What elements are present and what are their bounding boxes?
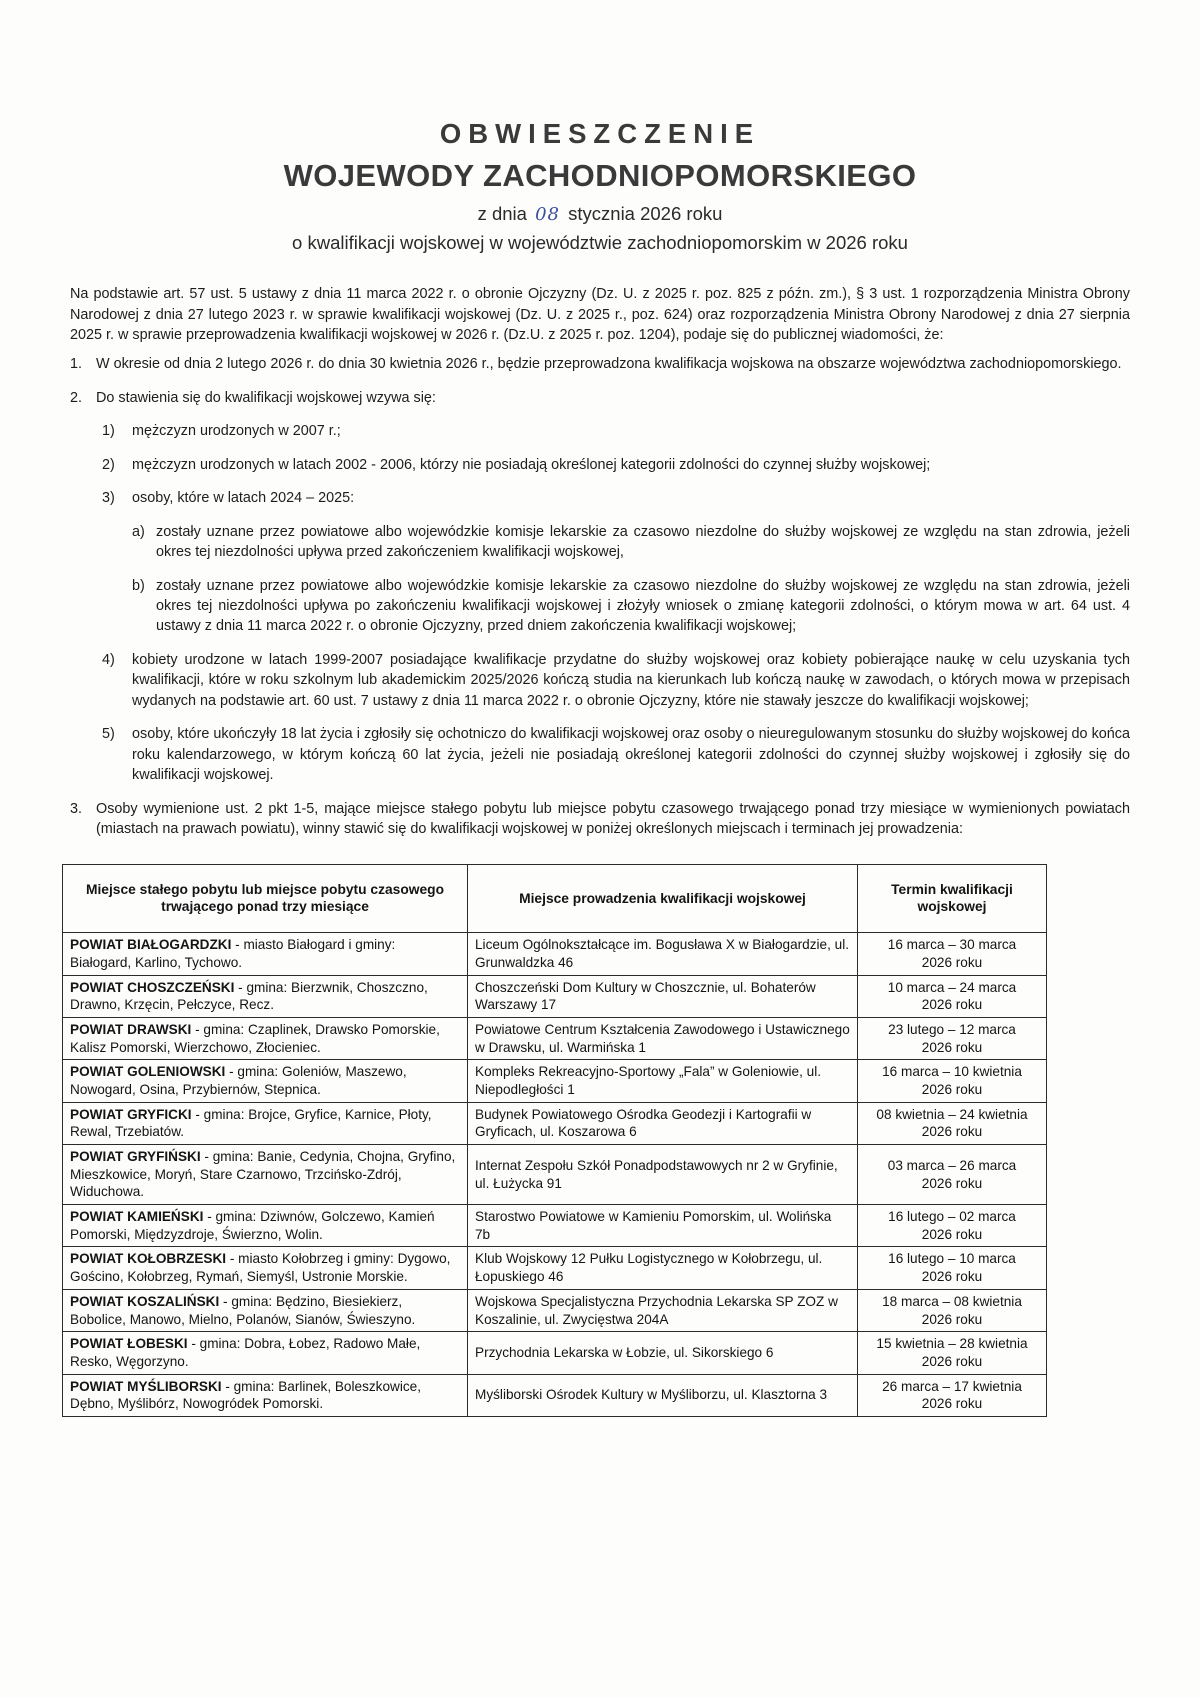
table-header (63, 864, 1047, 933)
term-range: 16 marca – 30 marca (887, 937, 1017, 953)
list-item (102, 488, 1130, 508)
list-marker: 1. (70, 356, 83, 373)
term-range: 03 marca – 26 marca (887, 1157, 1017, 1173)
term-year: 2026 roku (921, 1039, 983, 1055)
term-year: 2026 roku (921, 1396, 983, 1412)
term-year: 2026 roku (921, 955, 983, 971)
table-row (63, 1018, 1047, 1060)
list-item (102, 650, 1130, 711)
cell-term (858, 1289, 1047, 1331)
cell-residence (63, 1145, 468, 1205)
page-title: OBWIESZCZENIE (439, 118, 761, 149)
document-date-line (70, 203, 1130, 226)
column-header-term: Termin kwalifikacji wojskowej (858, 864, 1047, 933)
list-marker: a) (132, 523, 145, 540)
powiat-gminy: - gmina: Bierzwnik, Choszczno, Drawno, Krzęcin, Pełczyce, Recz. (70, 979, 428, 1013)
term-range: 16 lutego – 02 marca (888, 1209, 1016, 1225)
date-prefix: z dnia (477, 203, 527, 225)
list-item-text: Osoby wymienione ust. 2 pkt 1-5, mające miejsce stałego pobytu lub miejsce pobytu czasowego trwającego ponad trzy miesiące w wymienionych powiatach (miastach na prawach powiatu), winny stawić się do kwalifikacji wojskowej w poniżej określonych miejscach i terminach jej prowadzenia: (96, 800, 1130, 838)
cell-term (858, 1060, 1047, 1102)
list-item (102, 724, 1130, 785)
powiat-gminy: - gmina: Barlinek, Boleszkowice, Dębno, Myślibórz, Nowogródek Pomorski. (70, 1378, 421, 1412)
cell-residence (63, 1289, 468, 1331)
kwalifikacja-table (62, 864, 1047, 1417)
cell-term (858, 1332, 1047, 1374)
term-range: 16 marca – 10 kwietnia (882, 1064, 1022, 1080)
list-marker: 1) (102, 423, 115, 440)
term-range: 10 marca – 24 marca (887, 979, 1017, 995)
cell-residence (63, 1060, 468, 1102)
powiat-name: POWIAT BIAŁOGARDZKI (70, 937, 232, 953)
cell-term (858, 975, 1047, 1017)
list-marker: b) (132, 577, 145, 594)
cell-location: Budynek Powiatowego Ośrodka Geodezji i Kartografii w Gryficach, ul. Koszarowa 6 (468, 1102, 858, 1144)
table-body (63, 933, 1047, 1416)
term-year: 2026 roku (921, 1175, 983, 1191)
powiat-name: POWIAT DRAWSKI (70, 1022, 192, 1038)
term-year: 2026 roku (921, 1082, 983, 1098)
page-subtitle-authority: WOJEWODY ZACHODNIOPOMORSKIEGO (283, 157, 917, 193)
cell-location: Myśliborski Ośrodek Kultury w Myśliborzu, ul. Klasztorna 3 (468, 1374, 858, 1416)
table-row (63, 975, 1047, 1017)
list-item-text: zostały uznane przez powiatowe albo wojewódzkie komisje lekarskie za czasowo niezdolne do służby wojskowej ze względu na stan zdrowia, jeżeli okres tej niezdolności upływa po zakończeniu kwalifikacji wojskowej i złożyły wniosek o zmianę kategorii zdolności, o którym mowa w art. 64 ust. 4 ustawy z dnia 11 marca 2022 r. o obronie Ojczyzny, przed dniem zakończenia kwalifikacji wojskowej; (156, 577, 1130, 635)
list-item (102, 421, 1130, 441)
cell-residence (63, 1102, 468, 1144)
cell-term (858, 933, 1047, 975)
cell-term (858, 1374, 1047, 1416)
powiat-gminy: - gmina: Czaplinek, Drawsko Pomorskie, Kalisz Pomorski, Wierzchowo, Złocieniec. (70, 1022, 440, 1055)
term-range: 15 kwietnia – 28 kwietnia (876, 1336, 1028, 1352)
table-row (63, 1374, 1047, 1416)
date-suffix: stycznia 2026 roku (568, 203, 723, 225)
list-item-text: mężczyzn urodzonych w 2007 r.; (132, 423, 341, 440)
list-marker: 5) (102, 726, 115, 743)
cell-term (858, 1102, 1047, 1144)
powiat-name: POWIAT CHOSZCZEŃSKI (70, 979, 235, 995)
powiat-gminy: - gmina: Dobra, Łobez, Radowo Małe, Resko, Węgorzyno. (70, 1336, 421, 1369)
handwritten-day-value: 08 (535, 204, 560, 226)
list-item (70, 388, 1130, 408)
powiat-name: POWIAT MYŚLIBORSKI (70, 1378, 222, 1394)
list-item-text: mężczyzn urodzonych w latach 2002 - 2006, którzy nie posiadają określonej kategorii zdolności do czynnej służby wojskowej; (132, 456, 931, 473)
cell-residence (63, 1018, 468, 1060)
column-header-location: Miejsce prowadzenia kwalifikacji wojskowej (468, 864, 858, 933)
list-item (102, 455, 1130, 475)
table-row (63, 1145, 1047, 1205)
powiat-gminy: - gmina: Dziwnów, Golczewo, Kamień Pomorski, Międzyzdroje, Świerzno, Wolin. (70, 1209, 435, 1242)
powiat-gminy: - gmina: Banie, Cedynia, Chojna, Gryfino, Mieszkowice, Moryń, Stare Czarnowo, Trzcińsko-Zdrój, Widuchowa. (70, 1149, 456, 1200)
table-row (63, 1247, 1047, 1289)
term-range: 23 lutego – 12 marca (888, 1022, 1016, 1038)
cell-residence (63, 933, 468, 975)
cell-term (858, 1145, 1047, 1205)
list-item-text: Do stawienia się do kwalifikacji wojskowej wzywa się: (96, 389, 436, 406)
legal-basis-paragraph: Na podstawie art. 57 ust. 5 ustawy z dnia 11 marca 2022 r. o obronie Ojczyzny (Dz. U. z 2025 r. poz. 825 z późn. zm.), § 3 ust. 1 rozporządzenia Ministra Obrony Narodowej z dnia 27 lutego 2023 r. w sprawie kwalifikacji wojskowej (Dz. U. z 2025 r., poz. 624) oraz rozporządzenia Ministra Obrony Narodowej z dnia 27 sierpnia 2025 r. w sprawie przeprowadzenia kwalifikacji wojskowej w 2026 r. (Dz.U. z 2025 r. poz. 1204), podaje się do publicznej wiadomości, że: (70, 286, 1130, 343)
cell-location: Wojskowa Specjalistyczna Przychodnia Lekarska SP ZOZ w Koszalinie, ul. Zwycięstwa 204A (468, 1289, 858, 1331)
list-marker: 3) (102, 490, 115, 507)
cell-term (858, 1205, 1047, 1247)
term-year: 2026 roku (921, 1311, 983, 1327)
powiat-name: POWIAT ŁOBESKI (70, 1336, 188, 1352)
cell-location: Kompleks Rekreacyjno-Sportowy „Fala” w Goleniowie, ul. Niepodległości 1 (468, 1060, 858, 1102)
cell-residence (63, 975, 468, 1017)
cell-term (858, 1247, 1047, 1289)
list-marker: 3. (70, 800, 83, 817)
list-item (70, 799, 1130, 840)
column-header-residence: Miejsce stałego pobytu lub miejsce pobytu czasowego trwającego ponad trzy miesiące (63, 864, 468, 933)
term-year: 2026 roku (921, 997, 983, 1013)
powiat-gminy: - miasto Białogard i gminy: Białogard, Karlino, Tychowo. (70, 937, 396, 971)
table-header-row (63, 864, 1047, 933)
powiat-gminy: - miasto Kołobrzeg i gminy: Dygowo, Gościno, Kołobrzeg, Rymań, Siemyśl, Ustronie Morskie. (70, 1251, 451, 1285)
list-item (132, 576, 1130, 637)
table-row (63, 1060, 1047, 1102)
term-range: 08 kwietnia – 24 kwietnia (876, 1106, 1028, 1122)
table-row (63, 1205, 1047, 1247)
list-marker: 2. (70, 389, 83, 406)
cell-location: Klub Wojskowy 12 Pułku Logistycznego w Kołobrzegu, ul. Łopuskiego 46 (468, 1247, 858, 1289)
powiat-gminy: - gmina: Brojce, Gryfice, Karnice, Płoty, Rewal, Trzebiatów. (70, 1106, 432, 1140)
powiat-name: POWIAT GRYFIŃSKI (70, 1149, 201, 1165)
cell-location: Liceum Ogólnokształcące im. Bogusława X w Białogardzie, ul. Grunwaldzka 46 (468, 933, 858, 975)
cell-residence (63, 1374, 468, 1416)
table-row (63, 1102, 1047, 1144)
cell-residence (63, 1205, 468, 1247)
term-year: 2026 roku (921, 1353, 983, 1369)
powiat-name: POWIAT KOŁOBRZESKI (70, 1251, 227, 1267)
document-body (70, 284, 1130, 840)
list-item-text: W okresie od dnia 2 lutego 2026 r. do dnia 30 kwietnia 2026 r., będzie przeprowadzona kwalifikacja wojskowa na obszarze województwa zachodniopomorskiego. (96, 356, 1122, 373)
document-subject: o kwalifikacji wojskowej w województwie zachodniopomorskim w 2026 roku (292, 231, 908, 253)
list-item-text: osoby, które ukończyły 18 lat życia i zgłosiły się ochotniczo do kwalifikacji wojskowej oraz osoby o nieuregulowanym stosunku do służby wojskowej do końca roku kalendarzowego, w którym kończą 60 lat życia, jeżeli nie posiadają określonej kategorii zdolności do czynnej służby wojskowej i zgłosiły się do kwalifikacji wojskowej. (132, 726, 1130, 784)
cell-term (858, 1018, 1047, 1060)
table-row (63, 933, 1047, 975)
powiat-name: POWIAT GOLENIOWSKI (70, 1064, 226, 1080)
table-row (63, 1289, 1047, 1331)
cell-residence (63, 1332, 468, 1374)
cell-location: Przychodnia Lekarska w Łobzie, ul. Sikorskiego 6 (468, 1332, 858, 1374)
powiat-gminy: - gmina: Goleniów, Maszewo, Nowogard, Osina, Przybiernów, Stepnica. (70, 1064, 407, 1098)
cell-location: Starostwo Powiatowe w Kamieniu Pomorskim, ul. Wolińska 7b (468, 1205, 858, 1247)
powiat-name: POWIAT KAMIEŃSKI (70, 1209, 204, 1225)
list-marker: 4) (102, 651, 115, 668)
term-year: 2026 roku (921, 1269, 983, 1285)
kwalifikacja-table-container (70, 864, 1130, 1417)
powiat-name: POWIAT GRYFICKI (70, 1106, 192, 1122)
term-range: 18 marca – 08 kwietnia (882, 1293, 1022, 1309)
cell-location: Choszczeński Dom Kultury w Choszcznie, ul. Bohaterów Warszawy 17 (468, 975, 858, 1017)
term-year: 2026 roku (921, 1124, 983, 1140)
term-range: 16 lutego – 10 marca (888, 1251, 1016, 1267)
list-marker: 2) (102, 456, 115, 473)
cell-location: Internat Zespołu Szkół Ponadpodstawowych nr 2 w Gryfinie, ul. Łużycka 91 (468, 1145, 858, 1205)
powiat-gminy: - gmina: Będzino, Biesiekierz, Bobolice, Manowo, Mielno, Polanów, Sianów, Świeszyno. (70, 1293, 416, 1327)
document-header (70, 0, 1130, 254)
table-row (63, 1332, 1047, 1374)
list-item-text: zostały uznane przez powiatowe albo wojewódzkie komisje lekarskie za czasowo niezdolne do służby wojskowej ze względu na stan zdrowia, jeżeli okres tej niezdolności upływa przed zakończeniem kwalifikacji wojskowej, (156, 523, 1130, 561)
list-item-text: kobiety urodzone w latach 1999-2007 posiadające kwalifikacje przydatne do służby wojskowej oraz kobiety pobierające naukę w celu uzyskania tych kwalifikacji, które w roku szkolnym lub akademickim 2025/2026 kończą studia na kierunkach lub kończą naukę w zawodach, o których mowa w przepisach wydanych na podstawie art. 60 ust. 7 ustawy z dnia 11 marca 2022 r. o obronie Ojczyzny, które nie stawały jeszcze do kwalifikacji wojskowej; (132, 651, 1130, 709)
list-item (132, 522, 1130, 563)
list-item (70, 354, 1130, 374)
term-year: 2026 roku (921, 1226, 983, 1242)
list-item-text: osoby, które w latach 2024 – 2025: (132, 490, 355, 507)
powiat-name: POWIAT KOSZALIŃSKI (70, 1293, 220, 1309)
cell-location: Powiatowe Centrum Kształcenia Zawodowego i Ustawicznego w Drawsku, ul. Warmińska 1 (468, 1018, 858, 1060)
term-range: 26 marca – 17 kwietnia (882, 1378, 1022, 1394)
cell-residence (63, 1247, 468, 1289)
